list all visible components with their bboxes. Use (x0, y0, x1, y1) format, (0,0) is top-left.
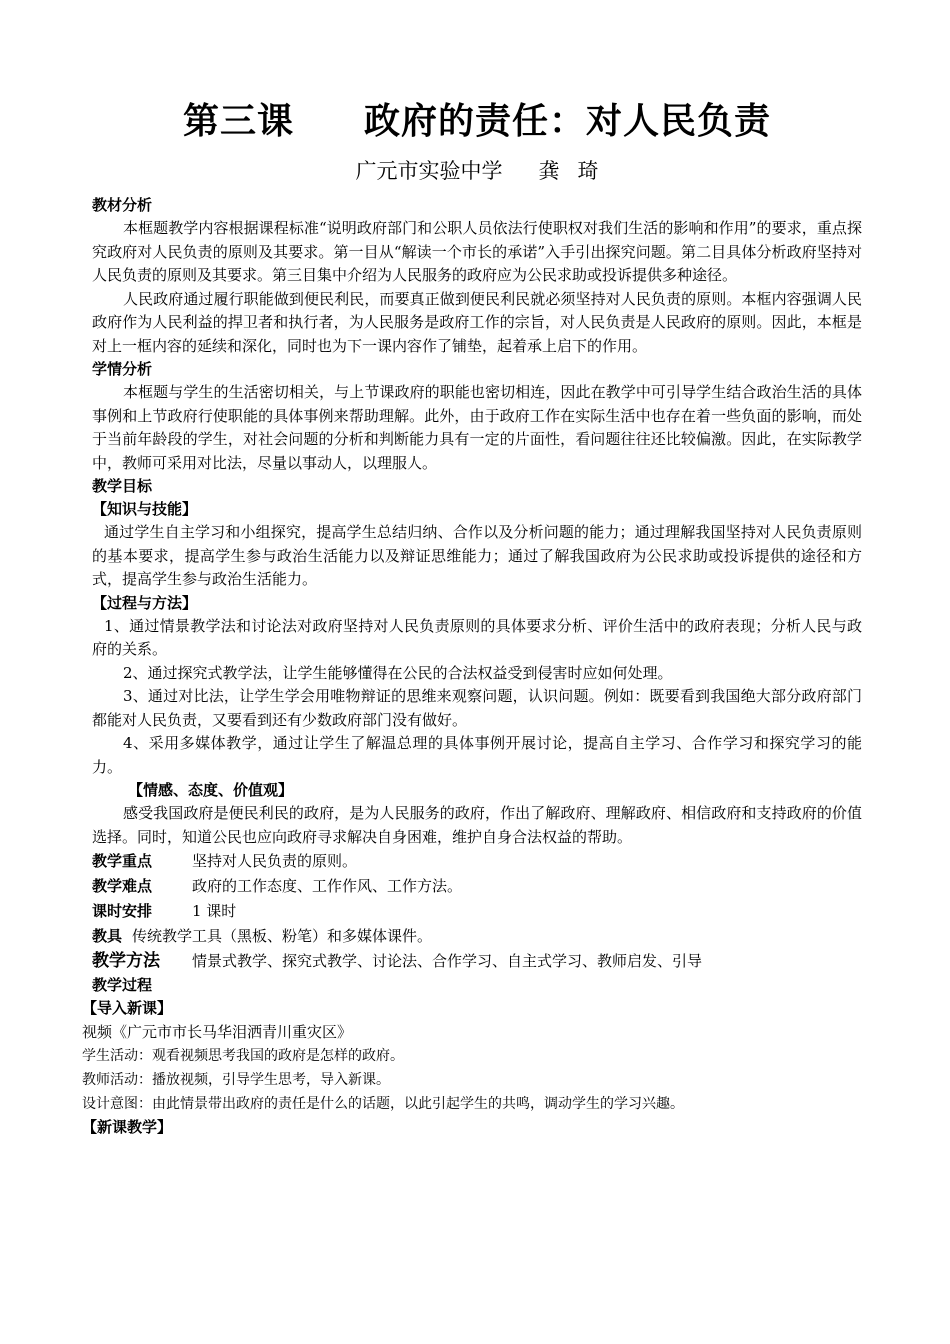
tools-row (92, 924, 862, 949)
page-title (92, 96, 862, 148)
key-point-value: 坚持对人民负责的原则。 (192, 852, 358, 870)
knowledge-heading: 【知识与技能】 (92, 500, 198, 518)
student-paragraph: 本框题与学生的生活密切相关，与上节课政府的职能也密切相连，因此在教学中可引导学生结合政治生活的具体事例和上节政府行使职能的具体事例来帮助理解。此外，由于政府工作在实际生活中也存在着一些负面的影响，而处于当前年龄段的学生，对社会问题的分析和判断能力具有一定的片面性，看问题往往还比较偏激。因此，在实际教学中，教师可采用对比法，尽量以事动人，以理服人。 (92, 383, 862, 472)
document-page (82, 96, 862, 1139)
author-name-2: 琦 (577, 159, 599, 183)
material-heading: 教材分析 (92, 196, 153, 214)
process-heading: 【过程与方法】 (92, 593, 198, 612)
lesson-name: 政府的责任：对人民负责 (364, 101, 772, 142)
knowledge-paragraph: 通过学生自主学习和小组探究，提高学生总结归纳、合作以及分析问题的能力；通过理解我国坚持对人民负责原则的基本要求，提高学生参与政治生活能力以及辩证思维能力；通过了解我国政府为公民求助或投诉提供的途径和方式，提高学生参与政治生活能力。 (92, 523, 862, 588)
school-name: 广元市实验中学 (355, 159, 503, 183)
difficulty-label: 教学难点 (92, 877, 153, 895)
process-item-2: 2、通过探究式教学法，让学生能够懂得在公民的合法权益受到侵害时应如何处理。 (123, 663, 673, 682)
process-item-3: 3、通过对比法，让学生学会用唯物辩证的思维来观察问题，认识问题。例如：既要看到我国绝大部分政府部门都能对人民负责，又要看到还有少数政府部门没有做好。 (92, 687, 862, 729)
lesson-number: 第三课 (182, 101, 294, 142)
intro-student-activity: 学生活动：观看视频思考我国的政府是怎样的政府。 (82, 1048, 404, 1064)
intro-teacher-activity: 教师活动：播放视频，引导学生思考，导入新课。 (82, 1072, 390, 1088)
tools-value: 传统教学工具（黑板、粉笔）和多媒体课件。 (132, 927, 433, 945)
process-item-1: 1、通过情景教学法和讨论法对政府坚持对人民负责原则的具体要求分析、评价生活中的政府表现；分析人民与政府的关系。 (92, 616, 862, 658)
key-point-label: 教学重点 (92, 852, 153, 870)
material-paragraph-1: 本框题教学内容根据课程标准“说明政府部门和公职人员依法行使职权对我们生活的影响和作用”的要求，重点探究政府对人民负责的原则及其要求。第一目从“解读一个市长的承诺”入手引出探究问题。第二目具体分析政府坚持对人民负责的原则及其要求。第三目集中介绍为人民服务的政府应为公民求助或投诉提供多种途径。 (92, 219, 862, 284)
emotion-heading: 【情感、态度、价值观】 (128, 781, 294, 799)
intro-video: 视频《广元市市长马华泪洒青川重灾区》 (82, 1023, 353, 1041)
emotion-paragraph: 感受我国政府是便民利民的政府，是为人民服务的政府，作出了解政府、理解政府、相信政府和支持政府的价值选择。同时，知道公民也应向政府寻求解决自身困难，维护自身合法权益的帮助。 (92, 804, 862, 846)
author-name-1: 龚 (538, 159, 560, 183)
intro-design-intent: 设计意图：由此情景带出政府的责任是什么的话题，以此引起学生的共鸣，调动学生的学习兴趣。 (82, 1096, 684, 1112)
method-row (92, 949, 862, 974)
process-item-4: 4、采用多媒体教学，通过让学生了解温总理的具体事例开展讨论，提高自主学习、合作学习和探究学习的能力。 (92, 734, 862, 776)
hours-value: 1 课时 (192, 902, 237, 920)
intro-heading: 【导入新课】 (82, 999, 173, 1017)
method-label: 教学方法 (92, 951, 160, 971)
author-line (92, 154, 862, 188)
new-lesson-heading: 【新课教学】 (82, 1118, 173, 1136)
student-heading: 学情分析 (92, 360, 153, 378)
tools-label: 教具 (92, 927, 123, 945)
key-point-row (92, 849, 862, 874)
teaching-process-heading: 教学过程 (92, 976, 153, 994)
hours-row (92, 899, 862, 924)
difficulty-value: 政府的工作态度、工作作风、工作方法。 (192, 877, 463, 895)
hours-label: 课时安排 (92, 902, 153, 920)
material-paragraph-2: 人民政府通过履行职能做到便民利民，而要真正做到便民利民就必须坚持对人民负责的原则。本框内容强调人民政府作为人民利益的捍卫者和执行者，为人民服务是政府工作的宗旨，对人民负责是人民政府的原则。因此，本框是对上一框内容的延续和深化，同时也为下一课内容作了铺垫，起着承上启下的作用。 (92, 289, 862, 355)
difficulty-row (92, 874, 862, 899)
method-value: 情景式教学、探究式教学、讨论法、合作学习、自主式学习、教师启发、引导 (192, 952, 703, 970)
goals-heading: 教学目标 (92, 477, 153, 495)
